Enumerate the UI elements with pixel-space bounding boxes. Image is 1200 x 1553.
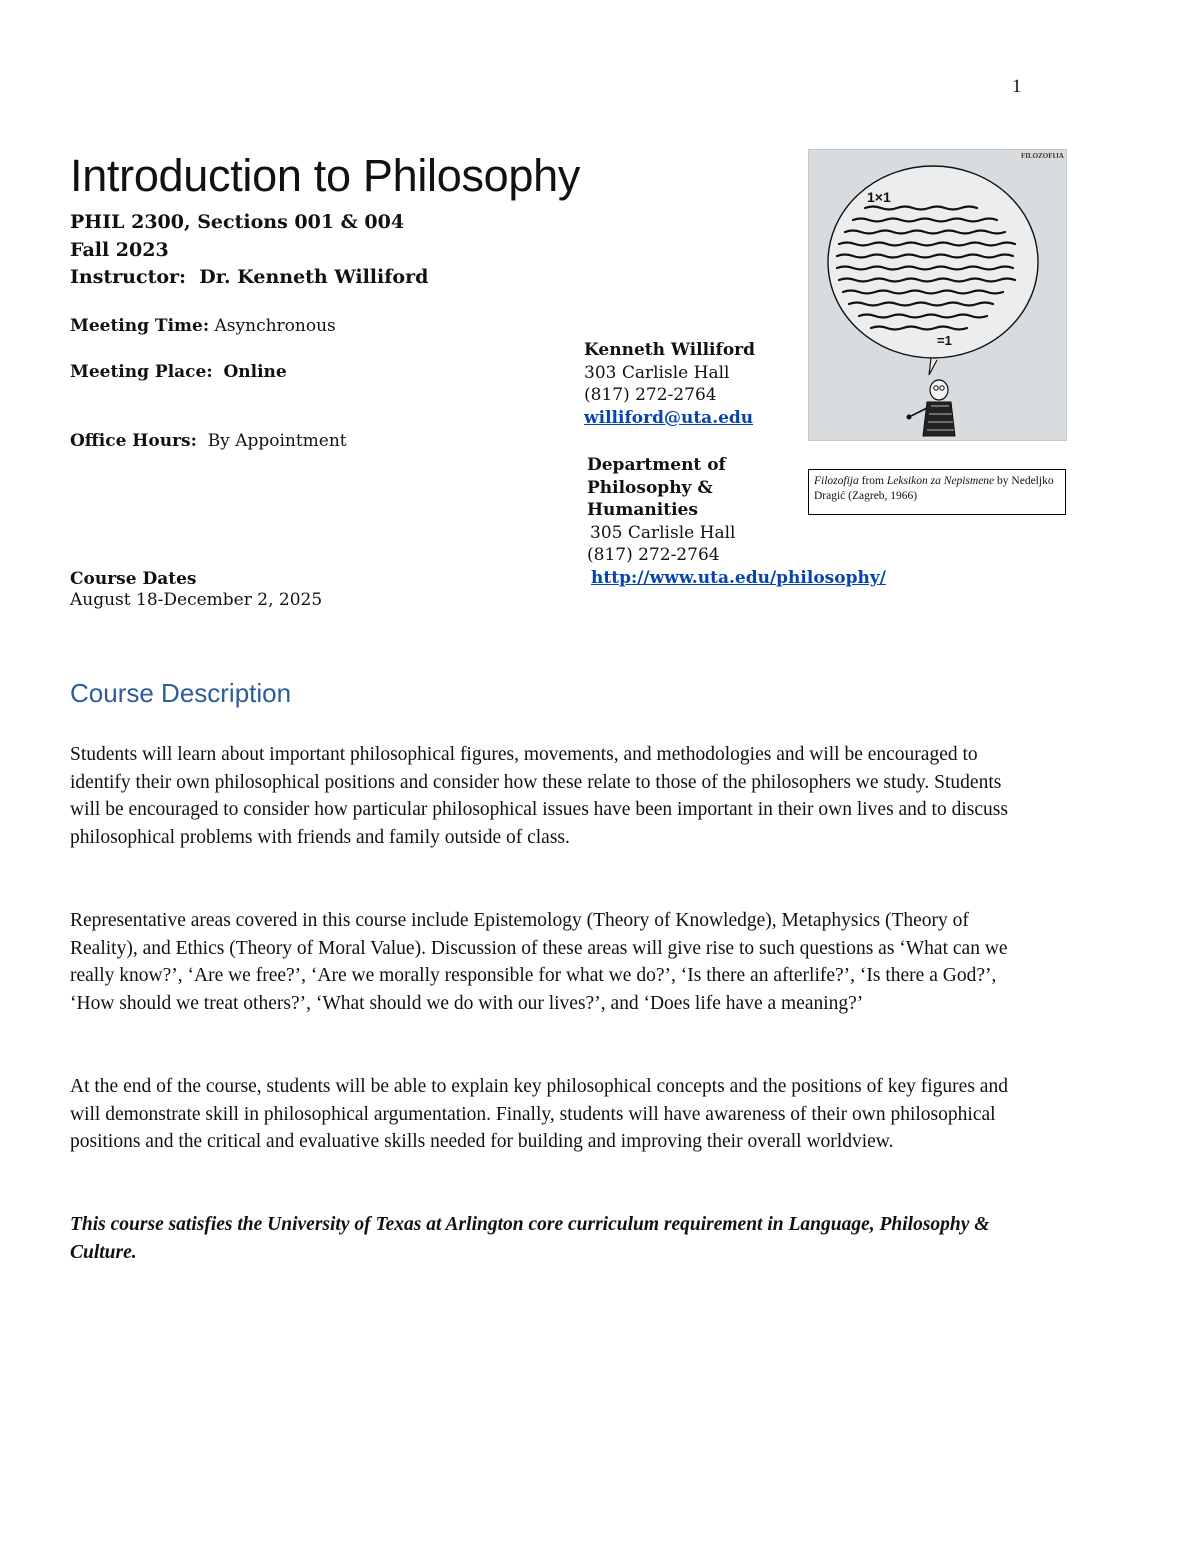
dept-line3: Humanities bbox=[587, 500, 698, 520]
dept-phone: (817) 272-2764 bbox=[587, 545, 720, 565]
illustration-header: FILOZOFIJA bbox=[1021, 152, 1064, 160]
caption-by: by bbox=[997, 475, 1009, 487]
course-term: Fall 2023 bbox=[70, 239, 169, 261]
office-hours-label: Office Hours: bbox=[70, 431, 197, 451]
office-hours bbox=[70, 431, 347, 451]
instructor-line bbox=[70, 266, 428, 288]
description-paragraph-2: Representative areas covered in this course include Epistemology (Theory of Knowledge), Metaphysics (Theory of Reality), and Ethics (Theory of Moral Value). Discussion of these areas will give rise to such questions as ‘What can we really know?’, ‘Are we free?’, ‘Are we morally responsible for what we do?’, ‘Is there an afterlife?’, ‘Is there a God?’, ‘How should we treat others?’, ‘What should we do with our lives?’, and ‘Does life have a meaning?’ bbox=[70, 910, 1008, 1014]
contact-phone: (817) 272-2764 bbox=[584, 385, 717, 405]
course-dates bbox=[70, 569, 322, 610]
contact-email-link[interactable]: williford@uta.edu bbox=[584, 407, 754, 428]
description-paragraph-1: Students will learn about important philosophical figures, movements, and methodologies and will be encouraged to identify their own philosophical positions and consider how these relate to those of the philosophers we study. Students will be encouraged to consider how particular philosophical issues have been important in their own lives and to discuss philosophical problems with friends and family outside of class. bbox=[70, 744, 1008, 848]
page-title: Introduction to Philosophy bbox=[70, 150, 581, 201]
meeting-place bbox=[70, 362, 287, 382]
description-paragraph-3: At the end of the course, students will be able to explain key philosophical concepts and the positions of key figures and will demonstrate skill in philosophical argumentation. Finally, students will have awareness of their own philosophical positions and the critical and evaluative skills needed for building and improving their overall worldview. bbox=[70, 1076, 1008, 1152]
formula-bottom: =1 bbox=[937, 333, 952, 348]
course-code: PHIL 2300, Sections 001 & 004 bbox=[70, 211, 405, 233]
core-curriculum-note: This course satisfies the University of Texas at Arlington core curriculum requirement in Language, Philosophy & Culture. bbox=[70, 1214, 990, 1263]
meeting-time-label: Meeting Time: bbox=[70, 316, 210, 336]
formula-top: 1×1 bbox=[867, 189, 891, 205]
filozofija-illustration bbox=[808, 149, 1067, 441]
contact-name: Kenneth Williford bbox=[584, 340, 756, 360]
dept-office: 305 Carlisle Hall bbox=[590, 522, 736, 543]
caption-book: Leksikon za Nepismene bbox=[886, 475, 995, 487]
course-dates-value: August 18-December 2, 2025 bbox=[70, 590, 323, 610]
section-heading-course-description: Course Description bbox=[70, 678, 292, 708]
meeting-time bbox=[70, 316, 336, 336]
meeting-place-label: Meeting Place: bbox=[70, 362, 213, 382]
dept-line2: Philosophy & bbox=[587, 477, 713, 498]
illustration-caption bbox=[808, 469, 1066, 515]
illustration-drawing bbox=[809, 150, 1066, 440]
instructor-contact bbox=[584, 339, 755, 429]
page-number: 1 bbox=[1012, 76, 1022, 97]
office-hours-value: By Appointment bbox=[207, 431, 347, 451]
dept-url-link[interactable]: http://www.uta.edu/philosophy/ bbox=[591, 567, 886, 588]
dept-line1: Department of bbox=[587, 455, 726, 475]
meeting-time-value: Asynchronous bbox=[214, 316, 336, 336]
instructor-name: Dr. Kenneth Williford bbox=[199, 266, 429, 288]
caption-title: Filozofija bbox=[814, 475, 859, 487]
meeting-place-value: Online bbox=[223, 362, 287, 382]
contact-office: 303 Carlisle Hall bbox=[584, 362, 730, 383]
caption-author: Nedeljko Dragić (Zagreb, 1966) bbox=[814, 475, 1054, 502]
course-dates-label: Course Dates bbox=[70, 569, 197, 589]
instructor-label: Instructor: bbox=[70, 266, 187, 288]
caption-from: from bbox=[861, 475, 884, 487]
philosopher-figure bbox=[907, 380, 956, 436]
